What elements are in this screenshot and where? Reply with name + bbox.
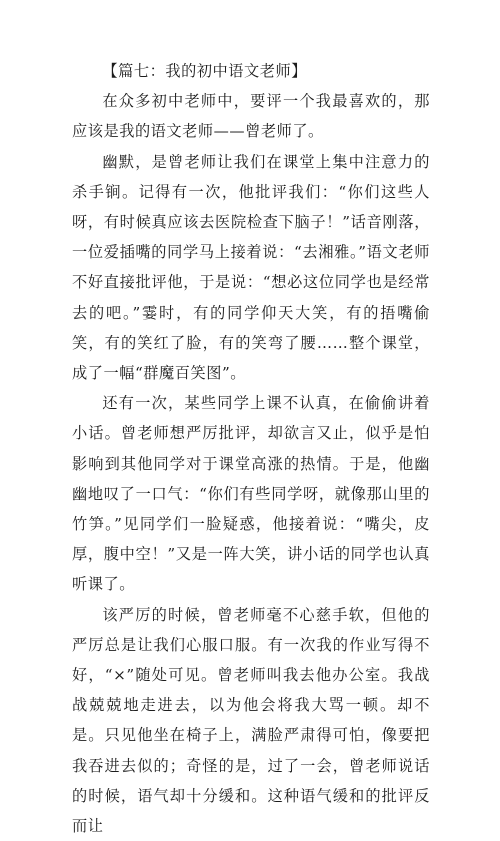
article-title: 【篇七：我的初中语文老师】	[102, 62, 307, 80]
paragraph-4: 该严厉的时候，曾老师毫不心慈手软，但他的严厉总是让我们心服口服。有一次我的作业写得不好，“×”随处可见。曾老师叫我去他办公室。我战战兢兢地走进去，以为他会将我大骂一顿。却不是。只见他坐在椅子上，满脸严肃得可怕，像要把我吞进去似的；奇怪的是，过了一会，曾老师说话的时候，语气却十分缓和。这种语气缓和的批评反而让	[72, 605, 430, 836]
paragraph-3: 还有一次，某些同学上课不认真，在偷偷讲着小话。曾老师想严厉批评，却欲言又止，似乎是怕影响到其他同学对于课堂高涨的热情。于是，他幽幽地叹了一口气：“你们有些同学呀，就像那山里的竹笋。”见同学们一脸疑惑，他接着说：“嘴尖，皮厚，腹中空！”又是一阵大笑，讲小话的同学也认真听课了。	[72, 394, 430, 594]
paragraph-2: 幽默，是曾老师让我们在课堂上集中注意力的杀手锏。记得有一次，他批评我们：“你们这些人呀，有时候真应该去医院检查下脑子！”话音刚落，一位爱插嘴的同学马上接着说：“去湘雅。”语文老师不好直接批评他，于是说：“想必这位同学也是经常去的吧。”霎时，有的同学仰天大笑，有的捂嘴偷笑，有的笑红了脸，有的笑弯了腰……整个课堂，成了一幅“群魔百笑图”。	[72, 152, 430, 383]
document-page	[72, 56, 430, 841]
paragraph-1: 在众多初中老师中，要评一个我最喜欢的，那应该是我的语文老师——曾老师了。	[72, 92, 430, 141]
